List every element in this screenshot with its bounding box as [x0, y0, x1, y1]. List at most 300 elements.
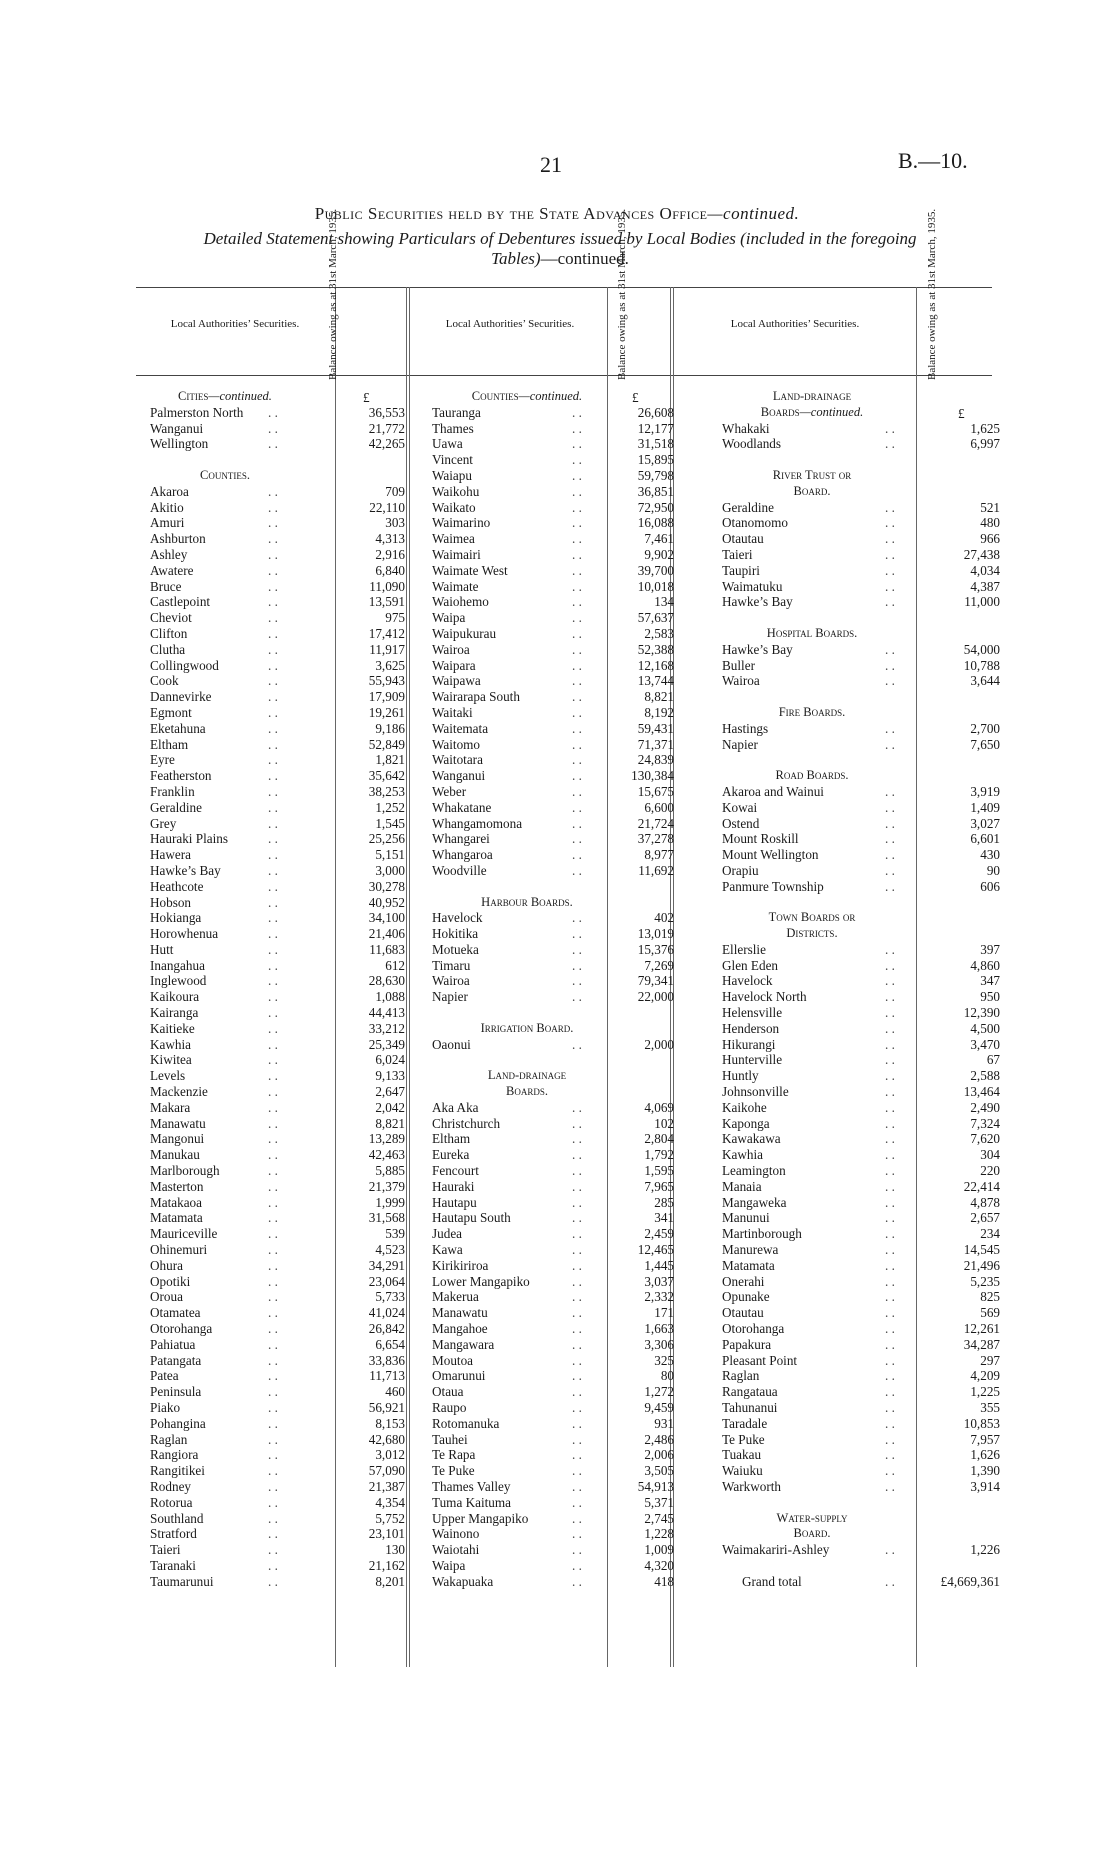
- balance-value: 2,486: [644, 1431, 674, 1447]
- security-name: Waitomo: [432, 736, 481, 752]
- balance-value: 23,101: [368, 1526, 405, 1542]
- table-row: [432, 531, 674, 547]
- leader-dots: . .: [572, 467, 582, 483]
- leader-dots: . .: [268, 862, 278, 878]
- security-name: Kawhia: [150, 1036, 192, 1052]
- security-name: Christchurch: [432, 1115, 501, 1131]
- spacer: [722, 452, 902, 468]
- table-row: [432, 625, 674, 642]
- balance-value: 297: [980, 1352, 1000, 1368]
- security-name: Kaikoura: [150, 989, 200, 1005]
- section-heading-text: Water-supply: [776, 1510, 848, 1525]
- table-row: [722, 973, 1000, 989]
- leader-dots: . .: [885, 1447, 895, 1463]
- security-name: Waipa: [432, 1557, 466, 1573]
- balance-value: 22,000: [637, 989, 674, 1005]
- balance-value: 1,626: [970, 1447, 1000, 1463]
- security-name: Rodney: [150, 1478, 192, 1494]
- leader-dots: . .: [885, 847, 895, 863]
- table-row: [432, 1352, 674, 1369]
- balance-header: Balance owing as at 31st March, 1935.: [327, 208, 339, 380]
- security-name: Cheviot: [150, 610, 192, 626]
- balance-value: 303: [385, 515, 405, 531]
- security-name: Glen Eden: [722, 957, 779, 973]
- table-row: [150, 1352, 405, 1369]
- security-name: Tauranga: [432, 404, 481, 420]
- table-row: [432, 720, 674, 737]
- security-name: Matamata: [150, 1210, 203, 1226]
- table-top-rule: [136, 287, 992, 288]
- security-name: Dannevirke: [150, 689, 212, 705]
- table-row: [432, 847, 674, 863]
- security-name: Panmure Township: [722, 878, 824, 894]
- table-row: [150, 1463, 405, 1479]
- leader-dots: . .: [268, 641, 278, 657]
- leader-dots: . .: [268, 878, 278, 894]
- leader-dots: . .: [885, 720, 895, 736]
- table-row: [150, 610, 405, 626]
- leader-dots: . .: [268, 657, 278, 673]
- security-name: Otorohanga: [722, 1321, 785, 1337]
- balance-value: 4,860: [970, 957, 1000, 973]
- section-heading: [722, 468, 902, 484]
- leader-dots: . .: [268, 499, 278, 515]
- leader-dots: . .: [572, 1147, 582, 1163]
- balance-value: 3,644: [970, 673, 1000, 689]
- currency-symbol: £: [632, 389, 639, 405]
- table-row: [150, 1305, 405, 1321]
- leader-dots: . .: [572, 689, 582, 705]
- leader-dots: . .: [885, 799, 895, 815]
- section-heading: [722, 626, 902, 642]
- table-row: [432, 1494, 674, 1511]
- security-name: Waimate: [432, 578, 479, 594]
- table-row: [432, 1273, 674, 1290]
- security-name: Akaroa and Wainui: [722, 783, 824, 799]
- leader-dots: . .: [268, 1415, 278, 1431]
- balance-value: 130: [385, 1542, 405, 1558]
- security-name: Waitemata: [432, 720, 489, 736]
- security-name: Tahunanui: [722, 1400, 778, 1415]
- balance-value: 9,133: [375, 1068, 405, 1084]
- security-name: Hikurangi: [722, 1036, 776, 1052]
- security-name: Taieri: [722, 546, 753, 562]
- security-name: Palmerston North: [150, 404, 244, 420]
- table-row: [432, 594, 674, 610]
- security-name: Otamatea: [150, 1305, 201, 1321]
- leader-dots: . .: [885, 1289, 895, 1305]
- table-row: [722, 1099, 1000, 1116]
- leader-dots: . .: [572, 1321, 582, 1337]
- leader-dots: . .: [885, 957, 895, 973]
- balance-value: 355: [980, 1400, 1000, 1415]
- balance-value: 234: [980, 1226, 1000, 1242]
- leader-dots: . .: [885, 641, 895, 657]
- security-name: Mangonui: [150, 1131, 205, 1147]
- leader-dots: . .: [885, 420, 895, 436]
- table-row: [722, 1242, 1000, 1258]
- table-row: [722, 1542, 1000, 1558]
- balance-value: 2,647: [375, 1084, 405, 1100]
- table-row: [432, 483, 674, 500]
- table-row: [150, 657, 405, 674]
- leader-dots: . .: [268, 957, 278, 973]
- security-name: Raglan: [722, 1368, 760, 1384]
- balance-value: 15,895: [637, 452, 674, 468]
- balance-value: 90: [986, 862, 1000, 878]
- security-name: Mackenzie: [150, 1084, 208, 1100]
- table-row: [150, 815, 405, 832]
- leader-dots: . .: [268, 768, 278, 784]
- table-row: [432, 1415, 674, 1432]
- security-name: Manawatu: [150, 1115, 206, 1131]
- table-row: [150, 720, 405, 737]
- security-name: Taranaki: [150, 1557, 196, 1573]
- table-row: [722, 1178, 1000, 1195]
- table-row: [150, 973, 405, 989]
- balance-value: 2,916: [375, 546, 405, 562]
- table-row: [150, 499, 405, 516]
- security-name: Kairanga: [150, 1005, 199, 1021]
- leader-dots: . .: [268, 546, 278, 562]
- security-name: Waitaki: [432, 704, 473, 720]
- leader-dots: . .: [268, 404, 278, 420]
- spacer: [432, 1005, 622, 1021]
- balance-value: 33,836: [368, 1352, 405, 1368]
- table-row: [722, 1115, 1000, 1132]
- security-name: Whangaroa: [432, 847, 493, 863]
- balance-value: 13,289: [368, 1131, 405, 1147]
- table-row: [432, 1542, 674, 1558]
- balance-value: 3,000: [375, 862, 405, 878]
- security-name: Piako: [150, 1400, 181, 1415]
- leader-dots: . .: [572, 1163, 582, 1179]
- leader-dots: . .: [268, 610, 278, 626]
- table-row: [722, 815, 1000, 832]
- section-heading: [432, 389, 622, 405]
- security-name: Hokitika: [432, 926, 479, 942]
- security-name: Hauraki Plains: [150, 831, 229, 847]
- section-heading: [432, 895, 622, 911]
- section-heading-text: Boards.: [506, 1084, 548, 1099]
- table-row: [432, 1226, 674, 1242]
- balance-value: 80: [660, 1368, 674, 1384]
- balance-value: 1,663: [644, 1321, 674, 1337]
- leader-dots: . .: [268, 1463, 278, 1479]
- balance-value: 11,917: [369, 641, 405, 657]
- table-row: [432, 1400, 674, 1416]
- security-name: Waiotahi: [432, 1542, 480, 1558]
- security-name: Buller: [722, 657, 755, 673]
- balance-value: 3,306: [644, 1336, 674, 1352]
- security-name: Hawera: [150, 847, 191, 863]
- leader-dots: . .: [268, 1131, 278, 1147]
- balance-value: 3,625: [375, 657, 405, 673]
- table-row: [432, 704, 674, 721]
- security-name: Waimea: [432, 531, 475, 547]
- currency-symbol: £: [958, 405, 965, 421]
- section-heading: [722, 1526, 902, 1542]
- leader-dots: . .: [885, 1257, 895, 1273]
- table-row: [722, 1384, 1000, 1400]
- balance-value: 12,177: [637, 420, 674, 436]
- leader-dots: . .: [572, 1447, 582, 1463]
- section-heading: [722, 926, 902, 942]
- table-row: [722, 1257, 1000, 1274]
- balance-value: 9,186: [375, 720, 405, 736]
- balance-value: 2,042: [375, 1099, 405, 1115]
- table-row: [722, 594, 1000, 610]
- balance-value: 10,853: [963, 1415, 1000, 1431]
- balance-value: 16,088: [637, 515, 674, 531]
- security-name: Manawatu: [432, 1305, 488, 1321]
- leader-dots: . .: [268, 704, 278, 720]
- balance-value: 606: [980, 878, 1000, 894]
- balance-value: 521: [980, 499, 1000, 515]
- security-name: Manukau: [150, 1147, 200, 1163]
- table-row: [150, 625, 405, 642]
- leader-dots: . .: [268, 1573, 278, 1589]
- title-main: Public Securities held by the State Advances Office: [314, 204, 708, 223]
- security-name: Hauraki: [432, 1178, 475, 1194]
- security-name: Makerua: [432, 1289, 479, 1305]
- balance-value: 6,840: [375, 562, 405, 578]
- security-name: Ohura: [150, 1257, 183, 1273]
- balance-value: 10,788: [963, 657, 1000, 673]
- section-heading: [722, 405, 902, 421]
- spacer: [722, 752, 902, 768]
- table-row: [722, 799, 1000, 816]
- security-name: Kawa: [432, 1242, 463, 1258]
- balance-value: 430: [980, 847, 1000, 863]
- leader-dots: . .: [572, 941, 582, 957]
- table-row: [432, 1478, 674, 1495]
- security-name: Waimatuku: [722, 578, 783, 594]
- leader-dots: . .: [268, 1147, 278, 1163]
- table-row: [722, 847, 1000, 863]
- security-name: Upper Mangapiko: [432, 1510, 529, 1526]
- security-name: Waiapu: [432, 467, 472, 483]
- security-name: Fencourt: [432, 1163, 479, 1179]
- table-row: [432, 910, 674, 926]
- leader-dots: . .: [268, 1115, 278, 1131]
- table-row: [150, 1447, 405, 1463]
- table-row: [432, 1321, 674, 1337]
- table-row: [722, 1194, 1000, 1211]
- table-row: [722, 1226, 1000, 1242]
- balance-value: 3,027: [970, 815, 1000, 831]
- leader-dots: . .: [572, 799, 582, 815]
- balance-value: 3,470: [970, 1036, 1000, 1052]
- balance-value: 11,692: [638, 862, 674, 878]
- balance-value: 8,192: [644, 704, 674, 720]
- leader-dots: . .: [572, 1431, 582, 1447]
- balance-header: Balance owing as at 31st March, 1935.: [926, 208, 938, 380]
- table-row: [722, 1020, 1000, 1037]
- leader-dots: . .: [572, 1494, 582, 1510]
- table-row: [432, 768, 674, 784]
- security-name: Taumarunui: [150, 1573, 214, 1589]
- section-heading-text: Fire Boards.: [778, 704, 846, 719]
- balance-value: 1,409: [970, 799, 1000, 815]
- security-name: Raupo: [432, 1400, 467, 1415]
- leader-dots: . .: [268, 894, 278, 910]
- section-heading: [722, 484, 902, 500]
- balance-value: 25,349: [368, 1036, 405, 1052]
- security-name: Leamington: [722, 1163, 786, 1179]
- leader-dots: . .: [572, 1036, 582, 1052]
- section-heading: [432, 1084, 622, 1100]
- security-name: Wairoa: [432, 641, 470, 657]
- leader-dots: . .: [572, 1368, 582, 1384]
- balance-value: 11,090: [369, 578, 405, 594]
- leader-dots: . .: [572, 610, 582, 626]
- security-name: Tauhei: [432, 1431, 468, 1447]
- leader-dots: . .: [572, 926, 582, 942]
- balance-value: 1,792: [644, 1147, 674, 1163]
- balance-value: 285: [654, 1194, 674, 1210]
- balance-value: 15,376: [637, 941, 674, 957]
- leader-dots: . .: [885, 578, 895, 594]
- balance-value: 4,313: [375, 531, 405, 547]
- leader-dots: . .: [572, 673, 582, 689]
- security-name: Whangarei: [432, 831, 490, 847]
- balance-value: 24,839: [637, 752, 674, 768]
- balance-value: 55,943: [368, 673, 405, 689]
- leader-dots: . .: [268, 689, 278, 705]
- leader-dots: . .: [268, 1163, 278, 1179]
- leader-dots: . .: [885, 1115, 895, 1131]
- leader-dots: . .: [885, 973, 895, 989]
- security-name: Hawke’s Bay: [722, 594, 793, 610]
- leader-dots: . .: [268, 847, 278, 863]
- security-name: Grey: [150, 815, 177, 831]
- security-name: Castlepoint: [150, 594, 211, 610]
- leader-dots: . .: [268, 989, 278, 1005]
- section-heading: [722, 705, 902, 721]
- balance-value: 3,037: [644, 1273, 674, 1289]
- table-row: [432, 1510, 674, 1527]
- leader-dots: . .: [572, 831, 582, 847]
- leader-dots: . .: [268, 815, 278, 831]
- leader-dots: . .: [572, 1099, 582, 1115]
- security-name: Otorohanga: [150, 1321, 213, 1337]
- leader-dots: . .: [572, 957, 582, 973]
- leader-dots: . .: [268, 1368, 278, 1384]
- section-heading-text: Land-drainage: [487, 1068, 567, 1083]
- security-name: Mount Roskill: [722, 831, 799, 847]
- table-row: [722, 515, 1000, 531]
- balance-value: 8,821: [644, 689, 674, 705]
- leader-dots: . .: [572, 1510, 582, 1526]
- security-name: Napier: [432, 989, 468, 1005]
- table-row: [432, 831, 674, 847]
- balance-value: 12,390: [963, 1005, 1000, 1021]
- table-row: [150, 1178, 405, 1195]
- table-row: [432, 1242, 674, 1258]
- security-name: Levels: [150, 1068, 186, 1084]
- table-row: [722, 736, 1000, 753]
- leader-dots: . .: [572, 562, 582, 578]
- section-heading: [432, 1068, 622, 1084]
- table-row: [722, 657, 1000, 674]
- table-row: [432, 452, 674, 468]
- section-heading-text: Land-drainage: [772, 389, 852, 403]
- table-row: [722, 546, 1000, 563]
- spacer: [722, 610, 902, 626]
- balance-value: 8,977: [644, 847, 674, 863]
- balance-value: 4,069: [644, 1099, 674, 1115]
- column-2: [432, 389, 674, 1590]
- leader-dots: . .: [572, 1131, 582, 1147]
- table-row: [722, 1368, 1000, 1384]
- leader-dots: . .: [268, 736, 278, 752]
- security-name: Wairoa: [432, 973, 470, 989]
- security-name: Clutha: [150, 641, 186, 657]
- table-row: [150, 1099, 405, 1116]
- leader-dots: . .: [268, 799, 278, 815]
- table-row: [150, 926, 405, 942]
- security-name: Waimakariri-Ashley: [722, 1542, 830, 1558]
- leader-dots: . .: [885, 1478, 895, 1494]
- section-heading-text: Hospital Boards.: [766, 625, 858, 640]
- section-heading-text: Harbour Boards.: [481, 894, 573, 909]
- table-row: [150, 799, 405, 816]
- balance-value: 34,287: [963, 1336, 1000, 1352]
- balance-value: 325: [654, 1352, 674, 1368]
- balance-value: 1,545: [375, 815, 405, 831]
- security-name: Aka Aka: [432, 1099, 479, 1115]
- balance-value: 2,459: [644, 1226, 674, 1242]
- table-row: [432, 1384, 674, 1400]
- balance-value: 220: [980, 1163, 1000, 1179]
- security-name: Matakaoa: [150, 1194, 202, 1210]
- table-row: [150, 594, 405, 610]
- balance-value: 5,151: [375, 847, 405, 863]
- leader-dots: . .: [572, 1257, 582, 1273]
- table-row: [722, 1321, 1000, 1337]
- balance-value: 966: [980, 531, 1000, 547]
- security-name: Hawke’s Bay: [722, 641, 793, 657]
- balance-value: 2,332: [644, 1289, 674, 1305]
- balance-value: 102: [654, 1115, 674, 1131]
- securities-header: Local Authorities’ Securities.: [730, 318, 860, 330]
- table-row: [150, 910, 405, 926]
- security-name: Pohangina: [150, 1415, 206, 1431]
- leader-dots: . .: [885, 941, 895, 957]
- security-name: Wanganui: [150, 420, 204, 436]
- security-name: Motueka: [432, 941, 479, 957]
- table-row: [722, 1084, 1000, 1100]
- table-row: [722, 720, 1000, 737]
- table-row: [150, 1415, 405, 1432]
- balance-value: 1,009: [644, 1542, 674, 1558]
- security-name: Onerahi: [722, 1273, 765, 1289]
- leader-dots: . .: [885, 862, 895, 878]
- page-subtitle: [130, 229, 990, 269]
- security-name: Havelock: [432, 910, 483, 926]
- balance-value: 1,228: [644, 1526, 674, 1542]
- security-name: Henderson: [722, 1020, 780, 1036]
- security-name: Waimairi: [432, 546, 481, 562]
- balance-value: 341: [654, 1210, 674, 1226]
- security-name: Wakapuaka: [432, 1573, 494, 1589]
- leader-dots: . .: [572, 1463, 582, 1479]
- table-row: [432, 1147, 674, 1163]
- table-row: [432, 578, 674, 595]
- table-row: [150, 1242, 405, 1258]
- security-name: Taupiri: [722, 562, 760, 578]
